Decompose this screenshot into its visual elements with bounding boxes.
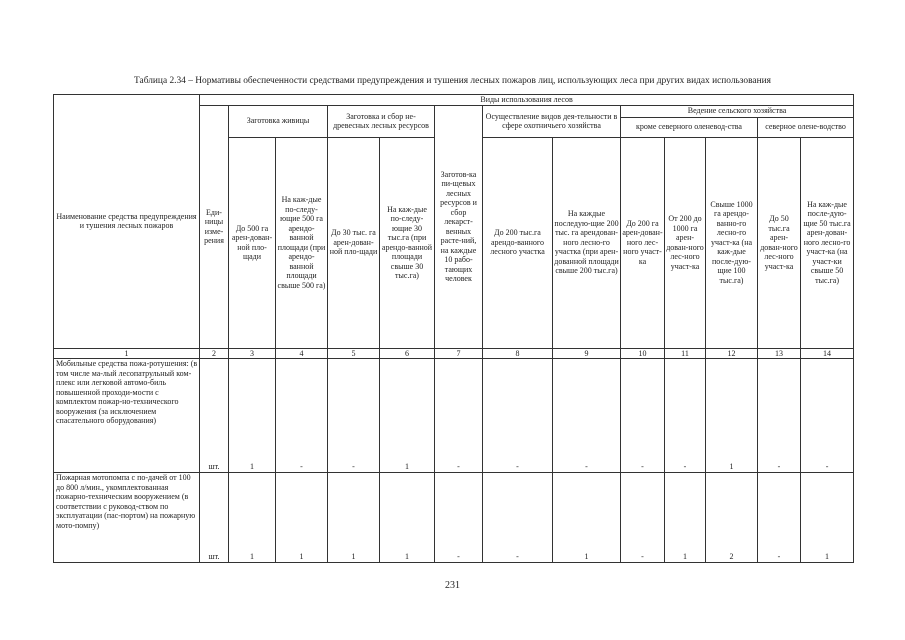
col-number: 3 [229, 348, 276, 359]
row-value: 1 [328, 473, 380, 563]
row-unit: шт. [200, 359, 229, 473]
row-value: - [435, 473, 483, 563]
table-row [54, 473, 854, 563]
header-col-11: От 200 до 1000 га арен-дован-ного лес-ного участ-ка [665, 137, 706, 348]
page-number: 231 [445, 580, 460, 591]
row-value: - [483, 359, 553, 473]
col-number: 6 [380, 348, 435, 359]
row-value: - [483, 473, 553, 563]
row-value: - [621, 473, 665, 563]
row-value: - [801, 359, 854, 473]
row-value: - [553, 359, 621, 473]
header-col-8: До 200 тыс.га арендо-ванного лесного участка [483, 137, 553, 348]
col-number: 13 [758, 348, 801, 359]
row-unit: шт. [200, 473, 229, 563]
row-value: 2 [706, 473, 758, 563]
row-value: - [621, 359, 665, 473]
row-item-name: Мобильные средства пожа-ротушения: (в том числе ма-лый лесопатрульный ком-плекс или легковой автомо-биль повышенной проходи-мости с комплектом пожар-но-технического вооружения (за исключением спасательного оборудования) [54, 359, 200, 473]
header-agri-reindeer: северное олене-водство [758, 117, 854, 137]
row-value: 1 [380, 473, 435, 563]
row-item-name: Пожарная мотопомпа с по-дачей от 100 до 800 л/мин., укомплектованная пожарно-техническим вооружением (в соответствии с руковод-ством по эксплуатации (пас-портом) на пожарную мото-помпу) [54, 473, 200, 563]
col-number: 10 [621, 348, 665, 359]
row-value: 1 [665, 473, 706, 563]
row-value: - [665, 359, 706, 473]
row-value: - [276, 359, 328, 473]
header-resin-harvesting: Заготовка живицы [229, 105, 328, 137]
header-food-medicinal: Заготов-ка пи-щевых лесных ресурсов и сбор лекарст-венных расте-ний, на каждые 10 рабо-тающих человек [435, 105, 483, 348]
row-value: - [758, 359, 801, 473]
row-value: - [758, 473, 801, 563]
row-value: 1 [229, 473, 276, 563]
header-col-4: На каж-дые по-следу-ющие 500 га арендо-ванной площади (при арендо-ванной площади свыше 500 га) [276, 137, 328, 348]
header-col-5: До 30 тыс. га арен-дован-ной пло-щади [328, 137, 380, 348]
row-value: - [328, 359, 380, 473]
row-value: 1 [706, 359, 758, 473]
header-col-6: На каж-дые по-следу-ющие 30 тыс.га (при арендо-ванной площади свыше 30 тыс.га) [380, 137, 435, 348]
col-number: 9 [553, 348, 621, 359]
col-number: 14 [801, 348, 854, 359]
header-col-9: На каждые последую-щие 200 тыс. га арендован-ного лесно-го участка (при арен-дованной площади свыше 200 тыс.га) [553, 137, 621, 348]
row-value: 1 [380, 359, 435, 473]
header-agri-except-reindeer: кроме северного оленевод-ства [621, 117, 758, 137]
norms-table [53, 94, 854, 563]
col-number: 5 [328, 348, 380, 359]
header-col-10: До 200 га арен-дован-ного лес-ного участ-ка [621, 137, 665, 348]
row-value: 1 [553, 473, 621, 563]
col-number: 11 [665, 348, 706, 359]
col-number: 4 [276, 348, 328, 359]
header-name-column: Наименование средства предупреждения и тушения лесных пожаров [54, 95, 200, 349]
header-agriculture: Ведение сельского хозяйства [621, 105, 854, 117]
col-number: 1 [54, 348, 200, 359]
row-value: 1 [229, 359, 276, 473]
row-value: 1 [276, 473, 328, 563]
header-unit-column: Еди-ницы изме-рения [200, 105, 229, 348]
col-number: 12 [706, 348, 758, 359]
header-usage-types: Виды использования лесов [200, 95, 854, 106]
column-number-row [54, 348, 854, 359]
col-number: 2 [200, 348, 229, 359]
table-row [54, 359, 854, 473]
row-value: 1 [801, 473, 854, 563]
row-value: - [435, 359, 483, 473]
col-number: 7 [435, 348, 483, 359]
header-hunting: Осуществление видов дея-тельности в сфере охотничьего хозяйства [483, 105, 621, 137]
header-nonwood-resources: Заготовка и сбор не-древесных лесных ресурсов [328, 105, 435, 137]
col-number: 8 [483, 348, 553, 359]
table-caption: Таблица 2.34 – Нормативы обеспеченности средствами предупреждения и тушения лесных пожаров лиц, использующих леса при других видах использования [134, 76, 771, 86]
header-col-12: Свыше 1000 га арендо-ванно-го лесно-го участ-ка (на каж-дые после-дую-щие 100 тыс.га) [706, 137, 758, 348]
header-col-13: До 50 тыс.га арен-дован-ного лес-ного участ-ка [758, 137, 801, 348]
header-col-14: На каж-дые после-дую-щие 50 тыс.га арен-дован-ного лесно-го участ-ка (на участ-ки свыше 50 тыс.га) [801, 137, 854, 348]
header-col-3: До 500 га арен-дован-ной пло-щади [229, 137, 276, 348]
